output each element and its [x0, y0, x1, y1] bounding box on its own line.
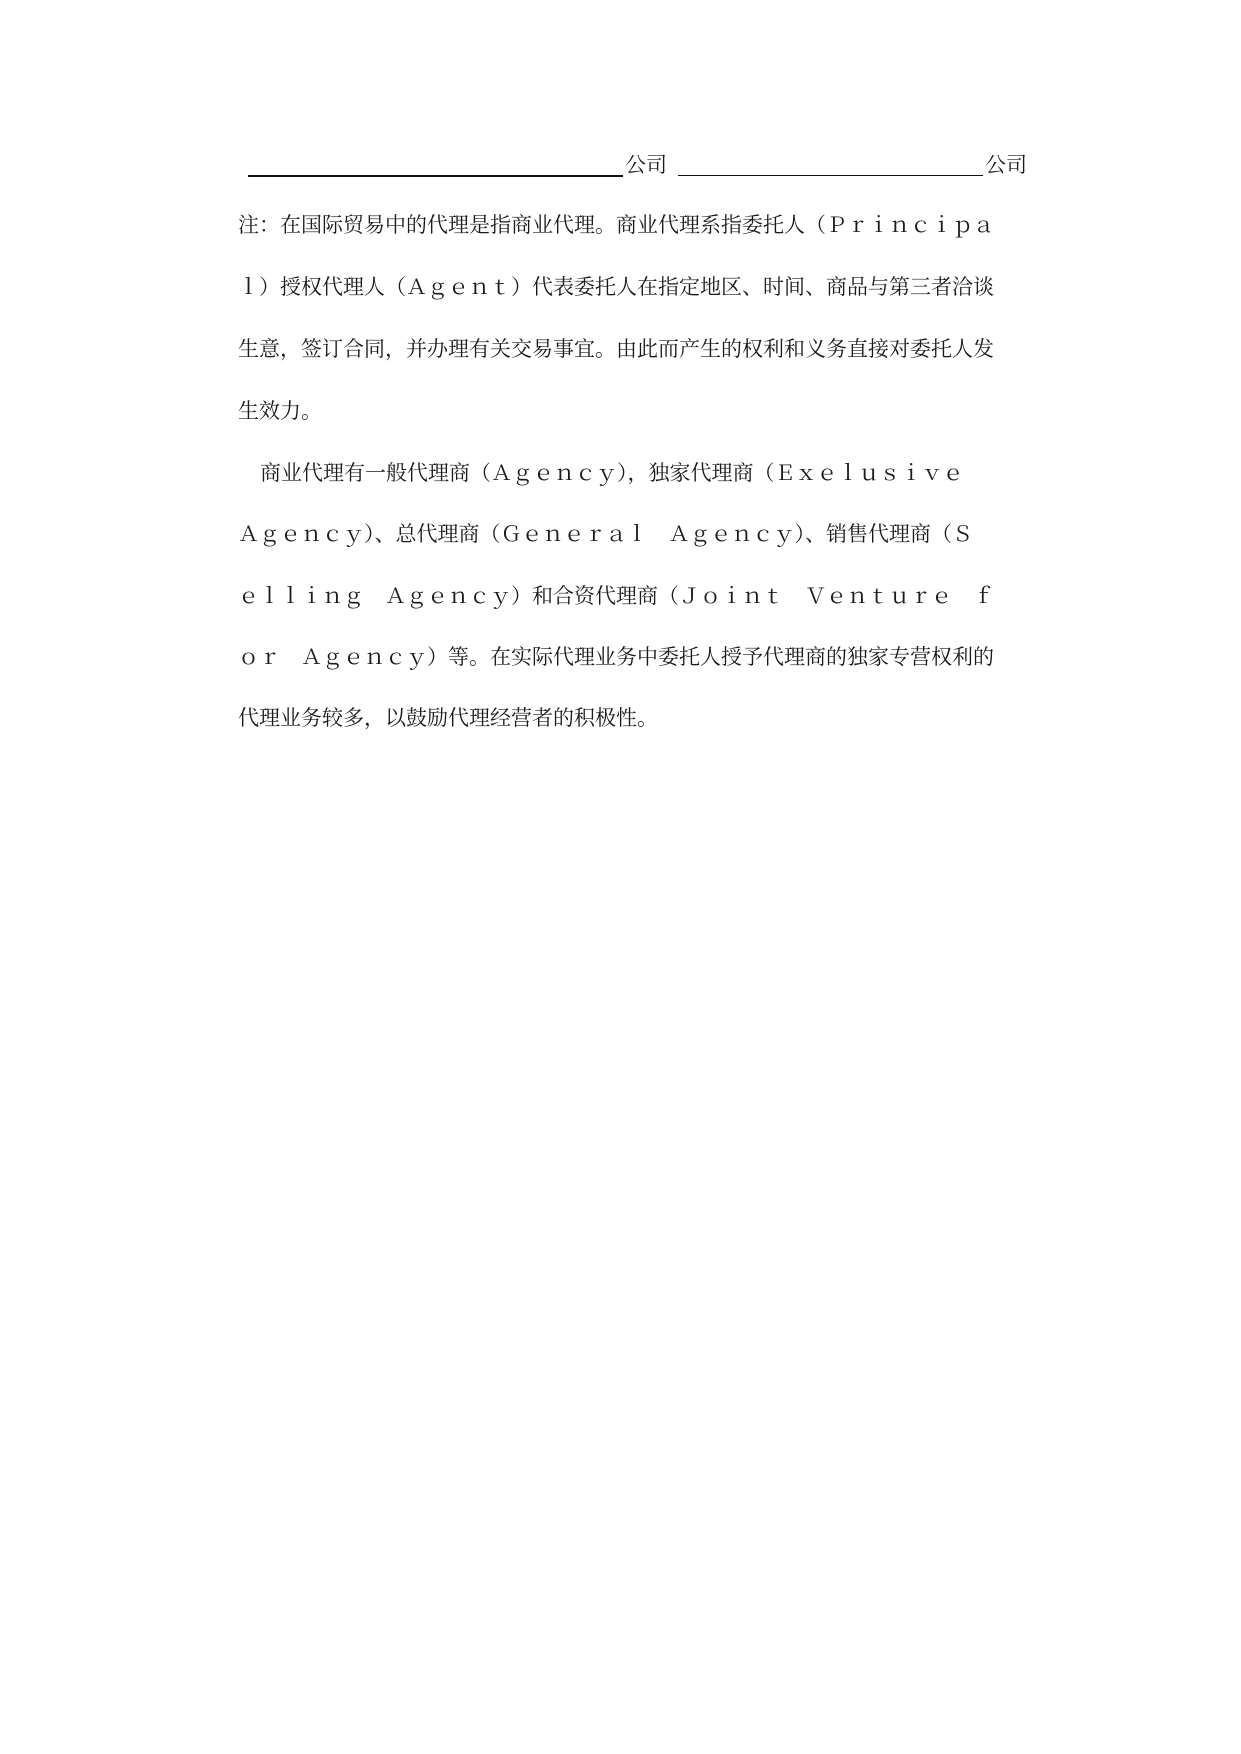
- paragraph-line: ｏｒ Ａｇｅｎｃｙ）等。在实际代理业务中委托人授予代理商的独家专营权利的: [238, 645, 994, 669]
- paragraph-line: 代理业务较多，以鼓励代理经营者的积极性。: [238, 706, 658, 730]
- signature-row: [248, 150, 1028, 184]
- paragraph-line: 商业代理有一般代理商（Ａｇｅｎｃｙ），独家代理商（Ｅｘｅｌｕｓｉｖｅ: [260, 461, 964, 485]
- note-line: ｌ）授权代理人（Ａｇｅｎｔ）代表委托人在指定地区、时间、商品与第三者洽谈: [238, 275, 994, 299]
- company-a-blank-line: [248, 175, 623, 177]
- note-line: 生意，签订合同，并办理有关交易事宜。由此而产生的权利和义务直接对委托人发: [238, 337, 994, 361]
- note-line: 生效力。: [238, 399, 322, 423]
- company-b-suffix: 公司: [985, 153, 1027, 177]
- paragraph-line: ｅｌｌｉｎｇ Ａｇｅｎｃｙ）和合资代理商（Ｊｏｉｎｔ Ｖｅｎｔｕｒｅ ｆ: [238, 584, 994, 608]
- company-b-blank-line: [678, 175, 983, 176]
- company-a-suffix: 公司: [625, 153, 667, 177]
- paragraph-line: Ａｇｅｎｃｙ）、总代理商（Ｇｅｎｅｒａｌ Ａｇｅｎｃｙ）、销售代理商（Ｓ: [238, 522, 973, 546]
- note-line: 注：在国际贸易中的代理是指商业代理。商业代理系指委托人（Ｐｒｉｎｃｉｐａ: [238, 213, 994, 237]
